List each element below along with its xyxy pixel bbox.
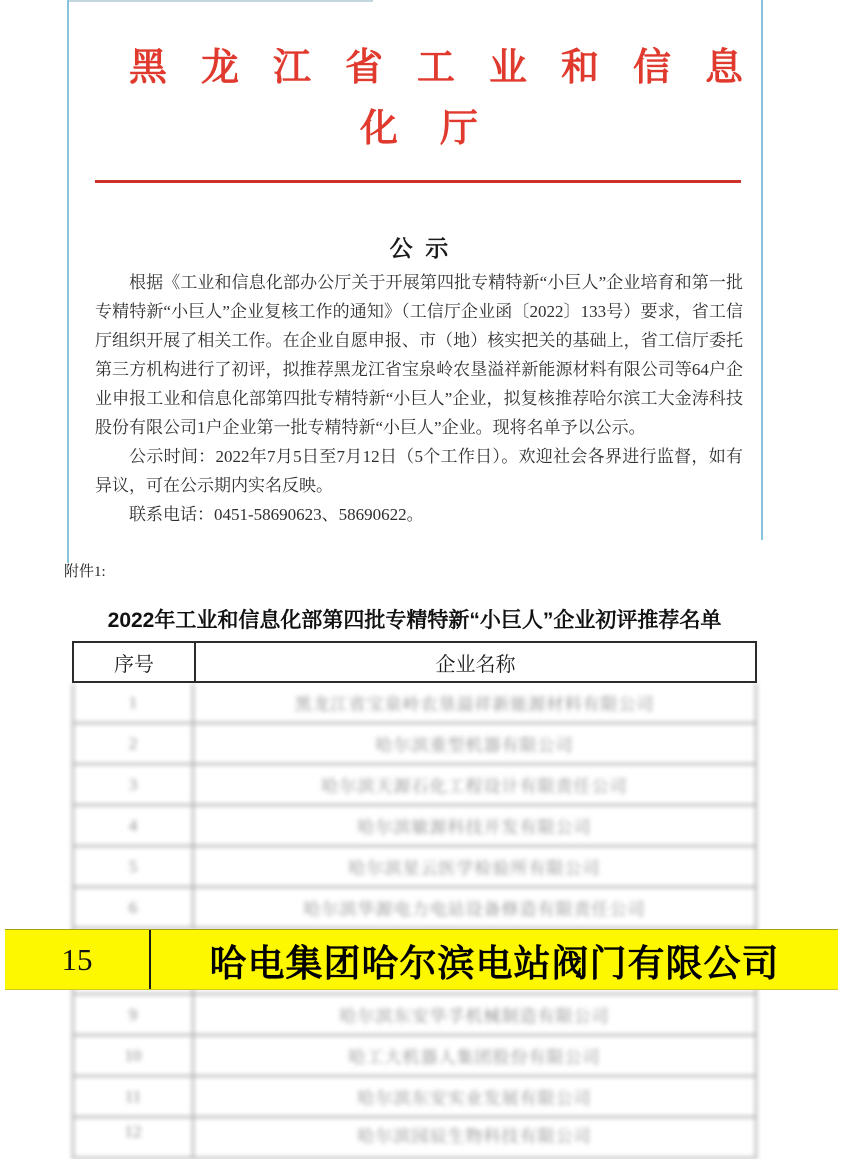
row-no: 9 — [74, 995, 194, 1034]
table-body-blurred — [72, 683, 757, 1159]
table-row — [72, 724, 757, 765]
table-row — [72, 995, 757, 1036]
table-row — [72, 806, 757, 847]
table-row — [72, 765, 757, 806]
row-name: 哈尔滨华源电力电站设备修造有限责任公司 — [303, 900, 646, 919]
row-name: 哈尔滨敏源科技开发有限公司 — [357, 818, 592, 837]
scan-border-left — [67, 0, 69, 563]
table-row — [72, 683, 757, 724]
notice-paragraph-1: 根据《工业和信息化部办公厅关于开展第四批专精特新“小巨人”企业培育和第一批专精特新“小巨人”企业复核工作的通知》（工信厅企业函〔2022〕133号）要求，省工信厅组织开展了相关工作。在企业自愿申报、市（地）核实把关的基础上，省工信厅委托第三方机构进行了初评，拟推荐黑龙江省宝泉岭农垦溢祥新能源材料有限公司等64户企业申报工业和信息化部第四批专精特新“小巨人”企业，拟复核推荐哈尔滨工大金涛科技股份有限公司1户企业第一批专精特新“小巨人”企业。现将名单予以公示。 — [95, 273, 743, 437]
notice-heading: 公示 — [389, 235, 461, 261]
highlight-row-name: 哈电集团哈尔滨电站阀门有限公司 — [209, 942, 780, 984]
highlight-row-no: 15 — [5, 930, 151, 989]
row-no: 5 — [74, 847, 194, 886]
table-row — [72, 847, 757, 888]
scan-border-top — [67, 0, 373, 2]
row-no: 6 — [74, 888, 194, 927]
row-name: 黑龙江省宝泉岭农垦溢祥新能源材料有限公司 — [294, 695, 655, 714]
row-no: 1 — [74, 683, 194, 722]
row-name: 哈尔滨重型机器有限公司 — [375, 736, 574, 755]
row-name: 哈尔滨东安华孚机械制造有限公司 — [339, 1007, 610, 1026]
column-header-name: 企业名称 — [435, 653, 516, 676]
row-name: 哈尔滨星云医学检验所有限公司 — [348, 859, 601, 878]
row-no: 2 — [74, 724, 194, 763]
row-no: 4 — [74, 806, 194, 845]
row-name: 哈工大机器人集团股份有限公司 — [348, 1048, 601, 1067]
highlighted-table-row — [5, 929, 838, 990]
table-row — [72, 888, 757, 929]
table-title: 2022年工业和信息化部第四批专精特新“小巨人”企业初评推荐名单 — [107, 609, 722, 632]
row-no: 3 — [74, 765, 194, 804]
table-row — [72, 1077, 757, 1118]
letterhead-line1: 黑龙江省工业和信息 — [129, 47, 778, 89]
row-no: 11 — [74, 1077, 194, 1116]
row-no: 10 — [74, 1036, 194, 1075]
notice-paragraph-2: 公示时间：2022年7月5日至7月12日（5个工作日）。欢迎社会各界进行监督，如有异议，可在公示期内实名反映。 — [95, 447, 743, 495]
letterhead-rule — [95, 180, 741, 183]
notice-paragraph-3: 联系电话：0451-58690623、58690622。 — [129, 505, 424, 524]
column-header-no: 序号 — [74, 643, 196, 681]
table-row-cut-bottom — [72, 1118, 757, 1159]
row-name: 哈尔滨园辰生物科技有限公司 — [357, 1127, 592, 1146]
attachment-label: 附件1: — [64, 564, 106, 580]
table-header-row — [72, 641, 757, 683]
notice-body — [95, 268, 743, 529]
row-no: 12 — [74, 1118, 194, 1157]
row-name: 哈尔滨天源石化工程设计有限责任公司 — [321, 777, 628, 796]
row-name: 哈尔滨东安实业发展有限公司 — [357, 1089, 592, 1108]
letterhead-line2: 化厅 — [359, 108, 520, 150]
table-row — [72, 1036, 757, 1077]
